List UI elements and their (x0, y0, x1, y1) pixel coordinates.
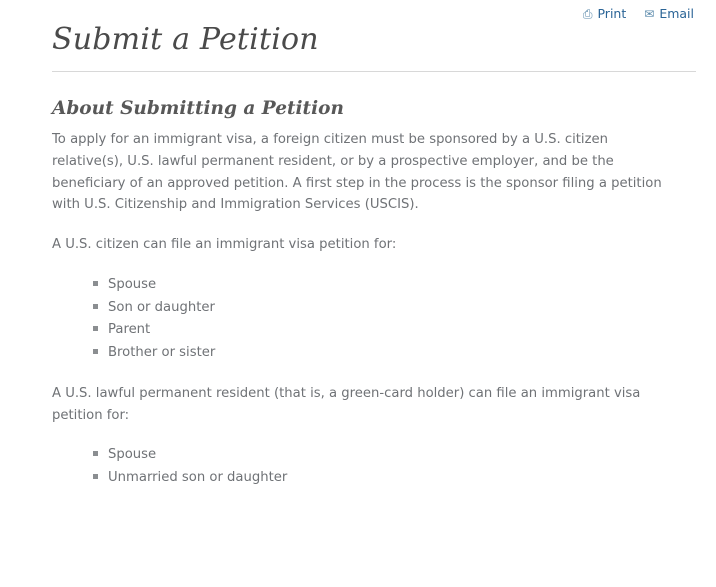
paragraph-lpr-intro: A U.S. lawful permanent resident (that is, a green-card holder) can file an immigrant visa petition for: (52, 385, 641, 423)
list-item (108, 319, 696, 342)
bullet-icon (93, 451, 98, 456)
envelope-icon: ✉ (644, 6, 655, 21)
print-link-label: Print (597, 6, 627, 21)
bullet-icon (93, 349, 98, 354)
page-title: Submit a Petition (52, 22, 319, 57)
section-heading: About Submitting a Petition (52, 98, 344, 119)
title-divider (52, 71, 696, 72)
list-item-label: Unmarried son or daughter (108, 469, 288, 485)
print-link[interactable] (583, 6, 626, 21)
email-link[interactable] (644, 6, 694, 21)
utility-bar (583, 6, 694, 21)
list-item-label: Parent (108, 322, 151, 338)
paragraph-intro: To apply for an immigrant visa, a foreign citizen must be sponsored by a U.S. citizen relative(s), U.S. lawful permanent resident, or by a prospective employer, and be the beneficiary of an approved petition. A first step in the process is the sponsor filing a petition with U.S. Citizenship and Immigration Services (USCIS). (52, 132, 662, 213)
bullet-icon (93, 304, 98, 309)
list-item (108, 444, 696, 467)
bullet-icon (93, 281, 98, 286)
list-item-label: Spouse (108, 276, 157, 292)
list-item-label: Spouse (108, 447, 157, 463)
bullet-icon (93, 474, 98, 479)
citizen-petition-list (52, 274, 696, 365)
list-item (108, 467, 696, 490)
paragraph-citizen-intro: A U.S. citizen can file an immigrant visa petition for: (52, 237, 397, 253)
email-link-label: Email (659, 6, 694, 21)
list-item (108, 274, 696, 297)
list-item-label: Brother or sister (108, 345, 216, 361)
printer-icon: ⎙ (582, 6, 593, 21)
list-item (108, 342, 696, 365)
list-item-label: Son or daughter (108, 299, 215, 315)
bullet-icon (93, 326, 98, 331)
list-item (108, 297, 696, 320)
lpr-petition-list (52, 444, 696, 489)
